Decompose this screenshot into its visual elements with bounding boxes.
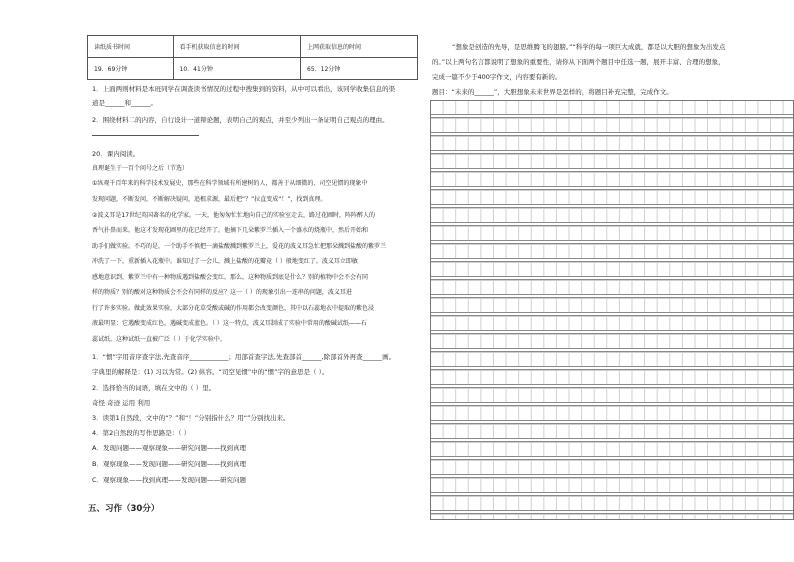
table-row — [88, 36, 418, 58]
paragraph-2-line: 香气扑鼻而来。他这才发现花圃里的花已经开了。他摘下几朵紫罗兰插入一个盛水的烧瓶中，然后开始和 — [92, 227, 369, 234]
essay-intro-line: 完成一篇不少于400字作文，内容要有新的。 — [432, 73, 562, 81]
section-20-title: 20．课内阅读。 — [92, 150, 140, 158]
table-header-cell: 上网获取信息的时间 — [301, 36, 418, 58]
question-20-4: 4．第2自然段的写作思路是：（ ） — [92, 429, 191, 437]
paragraph-2-line: 样的物质？别的酸对这种物质会不会有同样的反应？这一（ ）的现象引出一连串的问题，波义耳进 — [92, 289, 352, 296]
paragraph-2-line: ②波义耳是17世纪英国著名的化学家。一天，他匆匆忙忙地向自己的实验室走去，路过花圃时，阵阵醉人的 — [92, 212, 376, 219]
paragraph-1-line: ①纵观千百年来的科学技术发展史，那些在科学领域有所建树的人，都善于从细微的、司空见惯的现象中 — [92, 180, 368, 187]
question-1-line-2: 道是______和______。 — [92, 99, 157, 107]
question-20-1: 1．“惯”字用音序查字法,先查音序____________；用部首查字法,先查部首______,除部首外再查______画。 — [92, 353, 396, 361]
paragraph-2-line: 蕊试纸。这种试纸一直被广泛（ ）于化学实验中。 — [92, 336, 226, 343]
question-20-1-definition: 字典里的解释是：(1) 习以为常。(2) 纵容。“司空见惯”中的“惯”字的意思是（ ）。 — [92, 368, 329, 376]
section-5-heading: 五、习作（30分） — [88, 504, 160, 514]
answer-line — [92, 135, 199, 136]
paragraph-2-line: 冲洗了一下，重新插入花瓶中。谁知过了一会儿，溅上盐酸的花瓣竟（ ）般地变红了。波义耳立即敏 — [92, 258, 358, 265]
table-cell: 19．69分钟 — [88, 58, 174, 80]
table-header-cell: 看手机获取信息的时间 — [173, 36, 300, 58]
table-cell: 65．12分钟 — [301, 58, 418, 80]
table-row — [88, 58, 418, 80]
essay-topic: 题目：“未来的______”，大胆想象未来世界是怎样的，将题目补充完整，完成作文。 — [432, 88, 673, 96]
question-2: 2．围绕材料二的内容，自行设计一道辩论题，表明自己的观点，并至少列出一条证明自己观点的理由。 — [92, 116, 389, 124]
paragraph-2-line: 液最明显：它遇酸变成红色，遇碱变成蓝色。（ ）这一特点，波义耳制成了实验中常用的酸碱试纸——石 — [92, 320, 367, 327]
reading-time-table — [87, 35, 418, 80]
table-cell: 10．41分钟 — [173, 58, 300, 80]
option-c: C．观察现象——找到真理——发现问题——研究问题 — [92, 476, 247, 484]
essay-intro-line: “想象是创造的先导，是思维腾飞的翅膀。”“科学的每一项巨大成就，都是以大胆的想象为出发点 — [452, 43, 726, 51]
paragraph-2-line: 感地意识到，紫罗兰中有一种物质遇到盐酸会变红。那么，这种物质到底是什么？别的植物中会不会有同 — [92, 274, 369, 281]
paragraph-1-line: 发现问题，不断发问，不断解决疑问，追根求源，最后把“？”拉直变成“！”，找到真理。 — [92, 196, 327, 203]
word-choices: 奇怪 奇迹 运用 利用 — [92, 399, 151, 407]
option-a: A．发现问题——观察现象——研究问题——找到真理 — [92, 444, 246, 452]
question-20-3: 3．读第1自然段，文中的“？”和“！”分别指什么？用“”分别找出来。 — [92, 414, 290, 422]
option-b: B．观察现象——发现问题——研究问题——找到真理 — [92, 460, 246, 468]
paragraph-2-line: 行了许多实验。做此效果实验，大部分花草受酸或碱的作用都会改变颜色，其中以石蕊地衣中提取的紫色浸 — [92, 305, 375, 312]
composition-grid-border — [430, 100, 794, 520]
question-1-line-1: 1．上面两则材料是本班同学在调查读书情况的过程中搜集到的资料，从中可以看出，该同学收集信息的渠 — [92, 85, 396, 93]
passage-title: 真理诞生于一百个问号之后（节选） — [92, 165, 189, 172]
paragraph-2-line: 助手们做实验。不巧的是，一个助手不慎把一滴盐酸溅到紫罗兰上，爱花的波义耳急忙把那朵溅到盐酸的紫罗兰 — [92, 243, 387, 250]
table-header-cell: 读纸质书时间 — [88, 36, 174, 58]
question-20-2: 2．选择恰当的词语，填在文中的（ ）里。 — [92, 384, 216, 392]
essay-intro-line: 的。”以上两句名言都说明了想象的重要性，请你从下面两个题目中任选一题，展开丰富、合理的想象， — [432, 58, 725, 66]
